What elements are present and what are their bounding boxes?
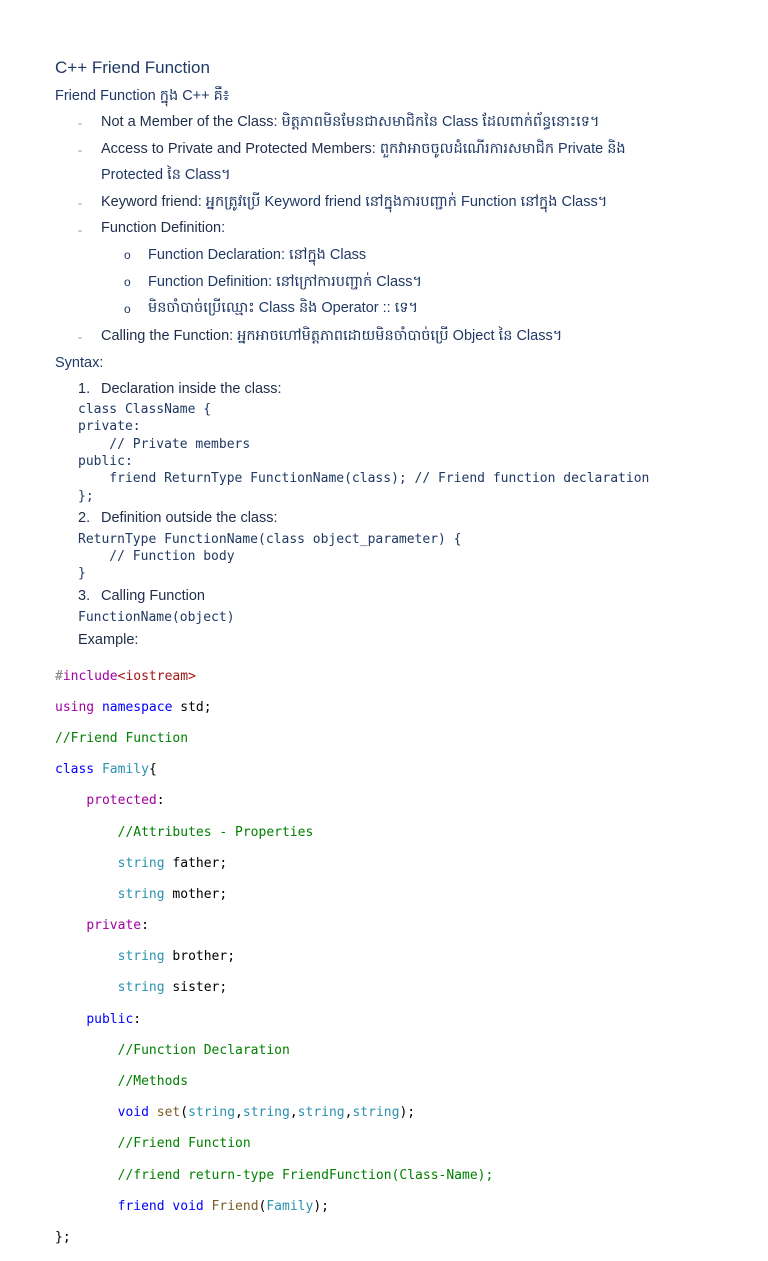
code-token: friend: [117, 1198, 165, 1214]
step-number: 2.: [78, 510, 91, 526]
code-token: #: [55, 668, 63, 684]
call-code: FunctionName(object): [78, 610, 235, 625]
code-line-field: [55, 856, 493, 872]
example-heading: Example:: [78, 632, 139, 648]
step-label: Calling Function: [101, 588, 205, 604]
code-token: string: [242, 1105, 290, 1121]
code-token: :: [133, 1011, 142, 1027]
code-token: string: [117, 949, 165, 965]
code-token: );: [399, 1105, 416, 1121]
code-token: ,: [344, 1105, 353, 1121]
bullet-access: [101, 140, 626, 161]
bullet-definition: [101, 220, 225, 236]
bullet-dash: -: [78, 223, 82, 237]
code-token: (: [258, 1198, 267, 1214]
decl-code-line: private:: [78, 419, 141, 434]
step-label: Declaration inside the class:: [101, 381, 282, 397]
sub-bullet: Function Declaration: នៅក្នុង Class: [148, 247, 367, 263]
code-line-close: };: [55, 1229, 71, 1245]
code-line-private: [55, 918, 493, 934]
code-line-comment: [55, 1136, 493, 1152]
subtitle: Friend Function ក្នុង C++ គឺ៖: [55, 88, 230, 104]
code-token: using: [55, 699, 95, 715]
bullet-dash: -: [78, 196, 82, 210]
code-token: string: [188, 1105, 236, 1121]
code-token: std;: [172, 699, 212, 715]
decl-code-line: };: [78, 489, 94, 504]
step-number: 3.: [78, 588, 91, 604]
bullet-access-cont: Protected នៃ Class។: [101, 167, 231, 183]
code-token: string: [117, 855, 165, 871]
code-token: namespace: [101, 699, 173, 715]
code-token: class: [55, 762, 95, 778]
code-token: private: [86, 918, 142, 934]
decl-code-line: class ClassName {: [78, 402, 212, 417]
code-line-comment: [55, 1074, 493, 1090]
bullet-key: Keyword friend: [101, 194, 198, 210]
circle-bullet: o: [124, 302, 131, 316]
code-token: <iostream>: [117, 668, 196, 684]
circle-bullet: o: [124, 248, 131, 262]
code-token: string: [117, 980, 165, 996]
code-line-comment: [55, 1168, 493, 1184]
code-token: //Friend Function: [117, 1136, 251, 1152]
code-token: public: [86, 1011, 134, 1027]
page-title: C++ Friend Function: [55, 58, 210, 77]
def-code-line: ReturnType FunctionName(class object_parameter) {: [78, 532, 462, 547]
code-token: :: [156, 793, 165, 809]
bullet-text: : អ្នកអាចហៅមិត្តភាពដោយមិនចាំបាច់ប្រើ Object នៃ Class។: [229, 328, 563, 344]
code-line-comment: [55, 825, 493, 841]
bullet-key: Function Definition: [101, 220, 222, 236]
bullet-calling: [101, 327, 562, 348]
code-line-class: [55, 762, 493, 778]
code-token: //Methods: [117, 1074, 189, 1090]
example-code-block: [55, 653, 493, 1261]
code-token: void: [172, 1198, 204, 1214]
code-token: father;: [164, 855, 228, 871]
bullet-text: : ពួកវាអាចចូលដំណើរការសមាជិក Private និង: [371, 141, 626, 157]
code-line-field: [55, 949, 493, 965]
code-line-field: [55, 980, 493, 996]
code-line-using: [55, 700, 493, 716]
bullet-text: : មិត្តភាពមិនមែនជាសមាជិកនៃ Class ដែលពាក់ព័ន្ធនោះទេ។: [273, 114, 600, 130]
bullet-dash: -: [78, 330, 82, 344]
code-token: ,: [289, 1105, 298, 1121]
code-token: set: [148, 1105, 181, 1121]
code-token: brother;: [164, 949, 236, 965]
code-token: {: [148, 762, 157, 778]
code-token: void: [117, 1105, 149, 1121]
code-token: //friend return-type FriendFunction(Class-Name);: [117, 1167, 494, 1183]
def-code-line: }: [78, 566, 86, 581]
sub-bullet: Function Definition: នៅក្រៅការបញ្ជាក់ Class។: [148, 274, 423, 290]
code-token: mother;: [164, 886, 228, 902]
code-line-protected: [55, 793, 493, 809]
bullet-text: : អ្នកត្រូវប្រើ Keyword friend នៅក្នុងការបញ្ជាក់ Function នៅក្នុង Class។: [197, 194, 608, 210]
bullet-dash: -: [78, 143, 82, 157]
code-token: //Attributes - Properties: [117, 824, 314, 840]
sub-bullet: មិនចាំបាច់ប្រើឈ្មោះ Class និង Operator :: ទេ។: [148, 300, 419, 316]
bullet-keyword: [101, 193, 607, 214]
code-token: Family: [266, 1198, 314, 1214]
code-token: Family: [94, 762, 149, 778]
circle-bullet: o: [124, 275, 131, 289]
code-line-public: [55, 1012, 493, 1028]
decl-code-line: // Private members: [78, 437, 251, 452]
syntax-heading: Syntax:: [55, 355, 104, 371]
code-token: :: [141, 918, 149, 934]
code-token: //Function Declaration: [117, 1042, 290, 1058]
code-token: string: [297, 1105, 345, 1121]
code-token: string: [117, 886, 165, 902]
def-code-line: // Function body: [78, 549, 235, 564]
code-token: ,: [235, 1105, 243, 1121]
code-line-set: [55, 1105, 493, 1121]
step-label: Definition outside the class:: [101, 510, 278, 526]
bullet-key: Calling the Function: [101, 328, 230, 344]
code-token: Friend: [203, 1198, 259, 1214]
code-token: include: [62, 668, 118, 684]
bullet-not-member: [101, 113, 600, 134]
step-number: 1.: [78, 381, 91, 397]
bullet-key: Not a Member of the Class: [101, 114, 274, 130]
decl-code-line: public:: [78, 454, 133, 469]
code-line-comment: //Friend Function: [55, 730, 189, 746]
code-line-field: [55, 887, 493, 903]
code-token: protected: [86, 793, 157, 809]
decl-code-line: friend ReturnType FunctionName(class); // Friend function declaration: [78, 471, 650, 486]
code-line-friend: [55, 1199, 493, 1215]
bullet-text: :: [221, 220, 226, 236]
bullet-dash: -: [78, 116, 82, 130]
code-line-include: [55, 669, 493, 685]
code-line-comment: [55, 1043, 493, 1059]
code-token: string: [352, 1105, 400, 1121]
bullet-key: Access to Private and Protected Members: [101, 141, 372, 157]
code-token: );: [313, 1198, 329, 1214]
code-token: sister;: [164, 980, 228, 996]
code-token: (: [180, 1105, 189, 1121]
